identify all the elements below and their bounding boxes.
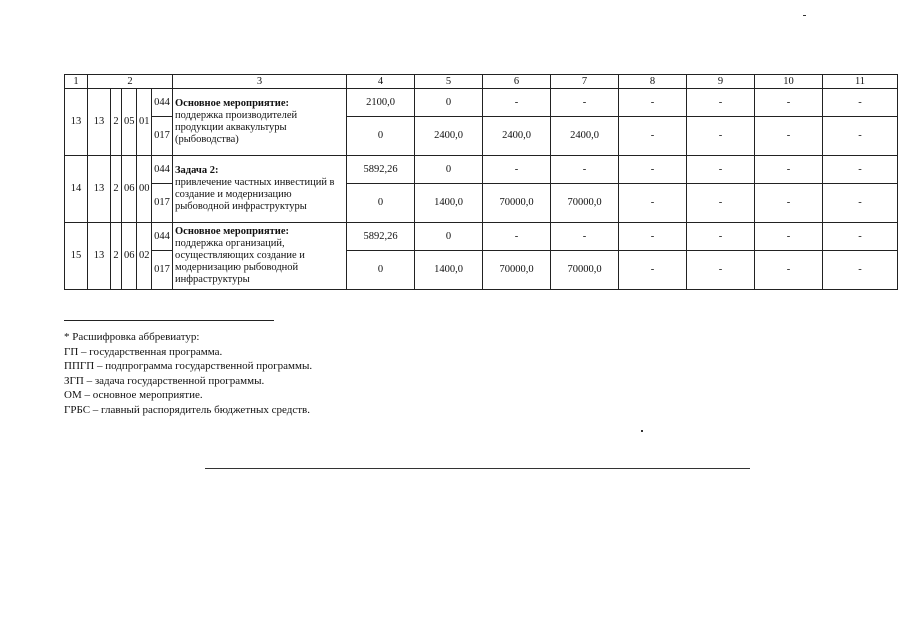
value-cell: -: [551, 223, 619, 251]
value-cell: 2100,0: [347, 89, 415, 117]
closing-line: [205, 468, 750, 469]
value-cell: 70000,0: [551, 251, 619, 290]
footnote: [64, 330, 312, 417]
code-cell: 2: [111, 156, 122, 223]
value-cell: -: [687, 156, 755, 184]
code-cell: 13: [88, 223, 111, 290]
value-cell: -: [551, 89, 619, 117]
table-row: [65, 156, 898, 184]
code-cell: 2: [111, 89, 122, 156]
scan-speck: [641, 430, 643, 432]
code-cell: 01: [137, 89, 152, 156]
header-row: [65, 75, 898, 89]
grbs-code: 017: [152, 184, 173, 223]
value-cell: 0: [347, 184, 415, 223]
grbs-code: 044: [152, 156, 173, 184]
description-text: поддержка организаций, осуществляющих создание и модернизацию рыбоводной инфраструктуры: [175, 238, 305, 285]
grbs-code: 017: [152, 251, 173, 290]
value-cell: -: [619, 251, 687, 290]
header-cell: 5: [415, 75, 483, 89]
value-cell: -: [483, 223, 551, 251]
value-cell: -: [687, 89, 755, 117]
header-cell: 1: [65, 75, 88, 89]
value-cell: -: [687, 223, 755, 251]
header-cell: 9: [687, 75, 755, 89]
value-cell: -: [755, 117, 823, 156]
header-cell: 8: [619, 75, 687, 89]
grbs-code: 017: [152, 117, 173, 156]
code-cell: 05: [122, 89, 137, 156]
value-cell: 0: [415, 223, 483, 251]
value-cell: 2400,0: [415, 117, 483, 156]
value-cell: -: [823, 184, 898, 223]
header-cell: 6: [483, 75, 551, 89]
value-cell: -: [823, 117, 898, 156]
value-cell: -: [823, 156, 898, 184]
value-cell: -: [619, 223, 687, 251]
table-row: [65, 223, 898, 251]
row-number: 14: [65, 156, 88, 223]
value-cell: 2400,0: [551, 117, 619, 156]
description-cell: [173, 89, 347, 156]
value-cell: -: [755, 251, 823, 290]
footnote-line: ППГП – подпрограмма государственной программы.: [64, 360, 313, 372]
value-cell: -: [619, 117, 687, 156]
row-number: 15: [65, 223, 88, 290]
value-cell: -: [483, 89, 551, 117]
footnote-line: ГП – государственная программа.: [64, 345, 223, 358]
row-number: 13: [65, 89, 88, 156]
code-cell: 06: [122, 156, 137, 223]
value-cell: -: [619, 156, 687, 184]
value-cell: 0: [347, 251, 415, 290]
value-cell: 2400,0: [483, 117, 551, 156]
value-cell: -: [755, 89, 823, 117]
value-cell: -: [823, 89, 898, 117]
value-cell: 1400,0: [415, 184, 483, 223]
header-cell: 11: [823, 75, 898, 89]
description-title: Задача 2:: [175, 165, 219, 176]
table-row: [65, 89, 898, 117]
description-cell: [173, 223, 347, 290]
header-cell: 3: [173, 75, 347, 89]
description-text: привлечение частных инвестиций в создание и модернизацию рыбоводной инфраструктуры: [175, 177, 335, 212]
footnote-divider: [64, 320, 274, 321]
value-cell: 5892,26: [347, 156, 415, 184]
footnote-line: ОМ – основное мероприятие.: [64, 389, 203, 401]
value-cell: 0: [415, 89, 483, 117]
value-cell: 70000,0: [483, 184, 551, 223]
value-cell: -: [823, 251, 898, 290]
header-cell: 4: [347, 75, 415, 89]
code-cell: 13: [88, 156, 111, 223]
footnote-line: ГРБС – главный распорядитель бюджетных средств.: [64, 403, 311, 416]
code-cell: 2: [111, 223, 122, 290]
code-cell: 06: [122, 223, 137, 290]
scan-speck: [803, 15, 806, 16]
code-cell: 02: [137, 223, 152, 290]
value-cell: -: [551, 156, 619, 184]
value-cell: 0: [347, 117, 415, 156]
header-cell: 7: [551, 75, 619, 89]
header-cell: 2: [88, 75, 173, 89]
value-cell: -: [755, 223, 823, 251]
grbs-code: 044: [152, 89, 173, 117]
value-cell: -: [755, 156, 823, 184]
value-cell: -: [823, 223, 898, 251]
value-cell: -: [619, 89, 687, 117]
value-cell: -: [687, 184, 755, 223]
value-cell: -: [619, 184, 687, 223]
value-cell: 0: [415, 156, 483, 184]
description-text: поддержка производителей продукции аквакультуры (рыбоводства): [175, 110, 298, 145]
value-cell: -: [687, 251, 755, 290]
grbs-code: 044: [152, 223, 173, 251]
value-cell: 5892,26: [347, 223, 415, 251]
header-cell: 10: [755, 75, 823, 89]
value-cell: 1400,0: [415, 251, 483, 290]
value-cell: -: [755, 184, 823, 223]
value-cell: -: [687, 117, 755, 156]
value-cell: -: [483, 156, 551, 184]
description-cell: [173, 156, 347, 223]
code-cell: 00: [137, 156, 152, 223]
footnote-line: ЗГП – задача государственной программы.: [64, 374, 265, 387]
description-title: Основное мероприятие:: [175, 226, 290, 237]
value-cell: 70000,0: [483, 251, 551, 290]
value-cell: 70000,0: [551, 184, 619, 223]
code-cell: 13: [88, 89, 111, 156]
footnote-title: * Расшифровка аббревиатур:: [64, 331, 200, 343]
budget-table: [64, 74, 898, 290]
description-title: Основное мероприятие:: [175, 98, 290, 109]
